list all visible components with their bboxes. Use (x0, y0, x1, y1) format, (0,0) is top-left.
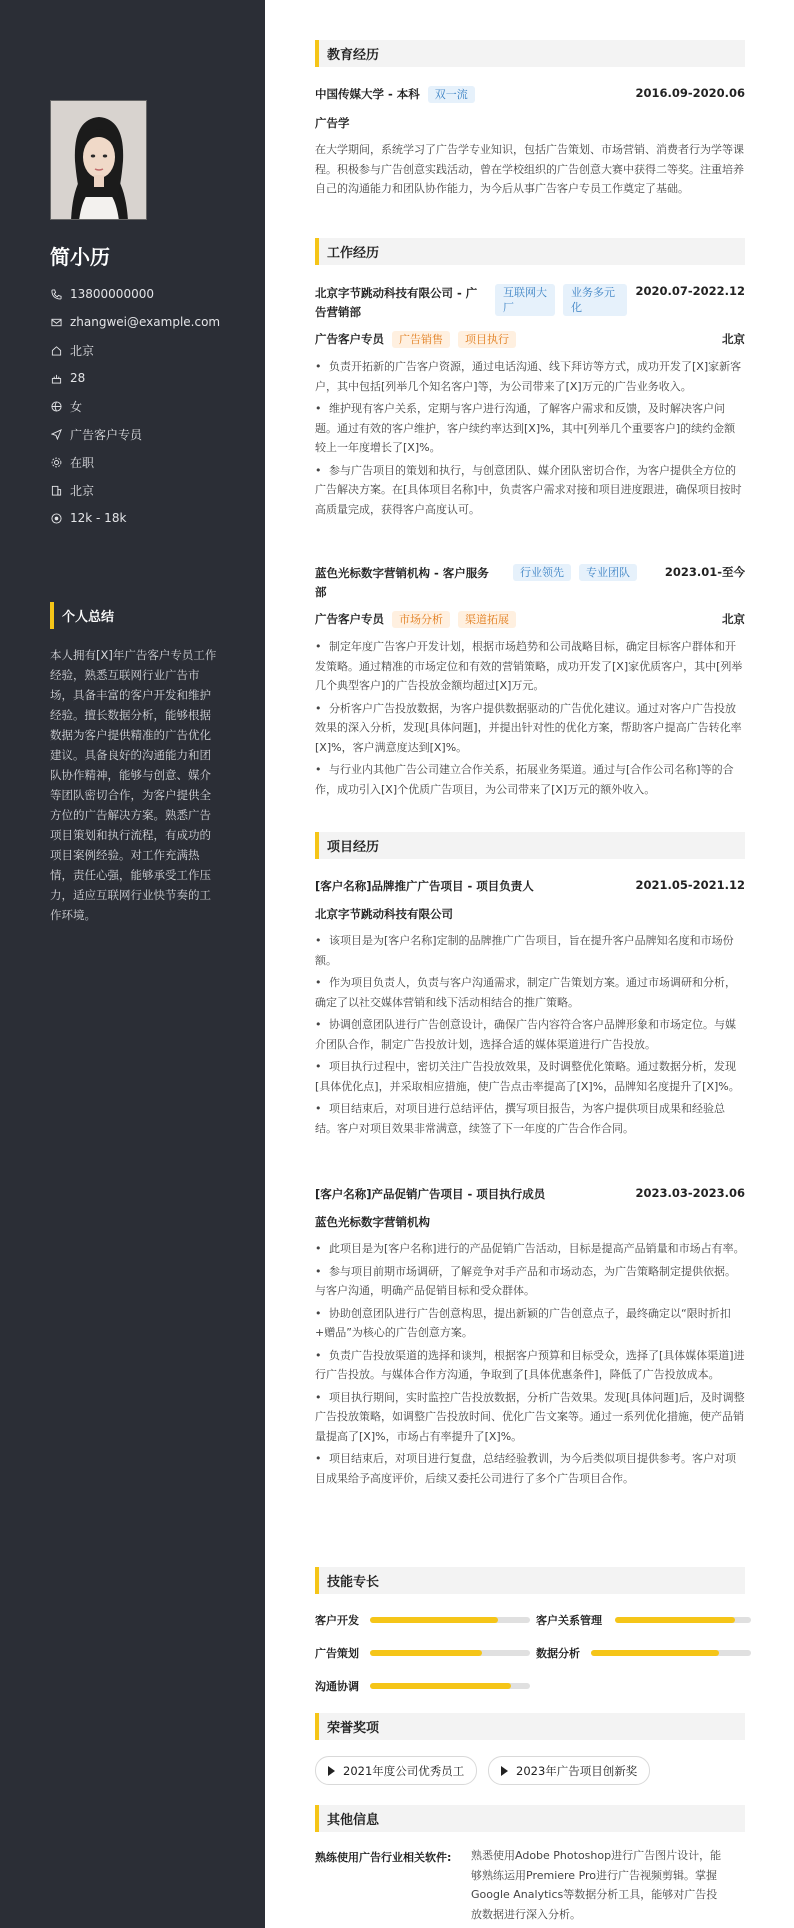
job-2-bullets (315, 637, 745, 802)
list-item: • 参与广告项目的策划和执行，与创意团队、媒介团队密切合作，为客户提供全方位的广告解决方案。在[具体项目名称]中，负责客户需求对接和项目进度跟进，确保项目按时高质量完成，获得客户高度认可。 (315, 463, 742, 516)
other-line: 放数据进行深入分析。 (471, 1907, 581, 1921)
avatar-portrait (51, 101, 147, 220)
skill-communication (315, 1678, 530, 1694)
skill-analysis (536, 1645, 751, 1661)
gear-icon (50, 456, 62, 468)
cake-icon (50, 372, 62, 384)
play-icon (328, 1766, 335, 1776)
work-heading: 工作经历 (315, 238, 745, 265)
education-heading: 教育经历 (315, 40, 745, 67)
job-2-tag-2: 专业团队 (579, 564, 637, 581)
skill-customer-dev (315, 1612, 530, 1628)
job-2-role-row (315, 611, 745, 628)
work-city-row (50, 476, 250, 504)
job-1-location: 北京 (722, 332, 745, 346)
phone-text: 13800000000 (70, 287, 154, 301)
job-2-location: 北京 (722, 612, 745, 626)
list-item: • 制定年度广告客户开发计划，根据市场趋势和公司战略目标，确定目标客户群体和开发策略。通过精准的市场定位和有效的营销策略，成功开发了[X]家优质客户，其中[列举几个典型客户]的广告投放金额均超过[X]万元。 (315, 640, 743, 692)
city-text: 北京 (70, 343, 95, 358)
email-row (50, 308, 250, 336)
list-item: • 此项目是为[客户名称]进行的产品促销广告活动，目标是提高产品销量和市场占有率。 (315, 1242, 745, 1255)
other-desc (471, 1846, 751, 1924)
project-2-header (315, 1186, 745, 1202)
project-1-date: 2021.05-2021.12 (635, 878, 745, 892)
summary-heading: 个人总结 (50, 602, 114, 629)
skill-bar-fill (615, 1617, 735, 1623)
other-label: 熟练使用广告行业相关软件: (315, 1851, 452, 1864)
phone-row (50, 280, 250, 308)
job-2-role: 广告客户专员 (315, 612, 384, 626)
major: 广告学 (315, 116, 350, 130)
job-1-role: 广告客户专员 (315, 332, 384, 346)
list-item: • 项目结束后，对项目进行总结评估，撰写项目报告，为客户提供项目成果和经验总结。客户对项目效果非常满意，续签了下一年度的广告合作合同。 (315, 1102, 725, 1135)
avatar (50, 100, 147, 220)
list-item: • 项目结束后，对项目进行复盘，总结经验教训，为今后类似项目提供参考。客户对项目成果给予高度评价，后续又委托公司进行了多个广告项目合作。 (315, 1452, 736, 1485)
job-2-role-tag-2: 渠道拓展 (458, 611, 516, 628)
school-name: 中国传媒大学 - 本科 (315, 87, 420, 101)
skill-bar (370, 1617, 530, 1623)
skill-label: 数据分析 (536, 1647, 580, 1660)
list-item: • 项目执行过程中，密切关注广告投放效果，及时调整优化策略。通过数据分析，发现[具体优化点]，并采取相应措施，使广告点击率提高了[X]%，品牌知名度提升了[X]%。 (315, 1060, 740, 1093)
education-row (315, 86, 745, 103)
other-line: Google Analytics等数据分析工具，能够对广告投 (471, 1888, 718, 1901)
play-icon (501, 1766, 508, 1776)
list-item: • 负责开拓新的广告客户资源，通过电话沟通、线下拜访等方式，成功开发了[X]家新客户，其中包括[列举几个知名客户]等，为公司带来了[X]万元的广告业务收入。 (315, 360, 742, 393)
job-text: 广告客户专员 (70, 427, 143, 442)
project-1-bullets (315, 931, 745, 1141)
job-2-header (315, 564, 745, 602)
list-item: • 项目执行期间，实时监控广告投放数据，分析广告效果。发现[具体问题]后，及时调整广告投放策略，如调整广告投放时间、优化广告文案等。通过一系列优化措施，使产品销量提高了[X]%，市场占有率提升了[X]%。 (315, 1390, 745, 1443)
job-2-company-line1: 蓝色光标数字营销机构 - 客户服务 (315, 566, 489, 580)
job-row (50, 420, 250, 448)
skill-planning (315, 1645, 530, 1661)
list-item: • 协助创意团队进行广告创意构思，提出新颖的广告创意点子，最终确定以“限时折扣+赠品”为核心的广告创意方案。 (315, 1306, 731, 1339)
project-2-date: 2023.03-2023.06 (635, 1186, 745, 1200)
skill-label: 客户开发 (315, 1614, 359, 1627)
mail-icon (50, 316, 62, 328)
work-city-text: 北京 (70, 483, 95, 498)
job-1-role-tag-1: 广告销售 (392, 331, 450, 348)
send-icon (50, 428, 62, 440)
salary-text: 12k - 18k (70, 511, 127, 525)
gender-text: 女 (70, 399, 83, 414)
home-icon (50, 344, 62, 356)
awards-heading: 荣誉奖项 (315, 1713, 745, 1740)
skill-bar-fill (591, 1650, 719, 1656)
status-row (50, 448, 250, 476)
project-1-name: [客户名称]品牌推广广告项目 - 项目负责人 (315, 879, 534, 893)
job-1-tag-1: 互联网大厂 (495, 284, 555, 316)
skill-label: 客户关系管理 (536, 1614, 602, 1627)
skill-bar-fill (370, 1650, 482, 1656)
age-text: 28 (70, 371, 86, 385)
summary-text: 本人拥有[X]年广告客户专员工作经验，熟悉互联网行业广告市场，具备丰富的客户开发和维护经验。擅长数据分析，能够根据数据为客户提供精准的广告优化建议。具备良好的沟通能力和团队协作精神，能够与创意、媒介等团队密切合作，为客户提供全方位的广告解决方案。熟悉广告项目策划和执行流程，有成功的项目案例经验。对工作充满热情，责任心强，能够承受工作压力，适应互联网行业快节奏的工作环境。 (50, 648, 217, 922)
job-1-role-row (315, 331, 745, 348)
skill-bar (591, 1650, 751, 1656)
job-1-bullets (315, 357, 745, 522)
list-item: • 协调创意团队进行广告创意设计，确保广告内容符合客户品牌形象和市场定位。与媒介团队合作，制定广告投放计划，选择合适的媒体渠道进行广告投放。 (315, 1018, 736, 1051)
sidebar (0, 0, 265, 1928)
job-1-tag-2: 业务多元化 (563, 284, 627, 316)
building-icon (50, 484, 62, 496)
list-item: • 负责广告投放渠道的选择和谈判，根据客户预算和目标受众，选择了[具体媒体渠道]进行广告投放。与媒体合作方沟通，争取到了[具体优惠条件]，降低了广告投放成本。 (315, 1348, 745, 1381)
job-1-company-line1: 北京字节跳动科技有限公司 - 广 (315, 286, 478, 300)
award-label: 2023年广告项目创新奖 (516, 1763, 638, 1778)
list-item: • 参与项目前期市场调研，了解竞争对手产品和市场动态，为广告策略制定提供依据。与客户沟通，明确产品促销目标和受众群体。 (315, 1264, 736, 1297)
skill-label: 广告策划 (315, 1647, 359, 1660)
education-desc: 在大学期间，系统学习了广告学专业知识，包括广告策划、市场营销、消费者行为学等课程。积极参与广告创意实践活动，曾在学校组织的广告创意大赛中获得二等奖。注重培养自己的沟通能力和团队协作能力，为今后从事广告客户专员工作奠定了基础。 (315, 143, 744, 195)
other-line: 够熟练运用Premiere Pro进行广告视频剪辑。掌握 (471, 1868, 718, 1882)
contact-info (50, 280, 250, 532)
coin-icon (50, 512, 62, 524)
other-line: 熟悉使用Adobe Photoshop进行广告图片设计，能 (471, 1849, 722, 1862)
city-row (50, 336, 250, 364)
skill-bar (370, 1683, 530, 1689)
skill-bar-fill (370, 1617, 498, 1623)
job-1-date: 2020.07-2022.12 (635, 284, 745, 298)
status-text: 在职 (70, 455, 95, 470)
job-2-date: 2023.01-至今 (664, 565, 745, 579)
school-tag: 双一流 (428, 86, 475, 103)
gender-row (50, 392, 250, 420)
award-1 (315, 1756, 477, 1785)
award-2 (488, 1756, 650, 1785)
age-row (50, 364, 250, 392)
project-2-org: 蓝色光标数字营销机构 (315, 1215, 430, 1229)
salary-row (50, 504, 250, 532)
skill-bar (615, 1617, 751, 1623)
skill-label: 沟通协调 (315, 1680, 359, 1693)
project-2-name: [客户名称]产品促销广告项目 - 项目执行成员 (315, 1187, 546, 1201)
other-heading: 其他信息 (315, 1805, 745, 1832)
skill-crm (536, 1612, 751, 1628)
list-item: • 与行业内其他广告公司建立合作关系，拓展业务渠道。通过与[合作公司名称]等的合作，成功引入[X]个优质广告项目，为公司带来了[X]万元的额外收入。 (315, 763, 734, 796)
email-text: zhangwei@example.com (70, 315, 221, 329)
list-item: • 作为项目负责人，负责与客户沟通需求，制定广告策划方案。通过市场调研和分析，确定了以社交媒体营销和线下活动相结合的推广策略。 (315, 976, 736, 1009)
skill-bar (370, 1650, 530, 1656)
list-item: • 该项目是为[客户名称]定制的品牌推广广告项目，旨在提升客户品牌知名度和市场份额。 (315, 934, 734, 967)
job-2-tag-1: 行业领先 (513, 564, 571, 581)
candidate-name: 简小历 (50, 245, 110, 269)
job-1-company-line2: 告营销部 (315, 305, 361, 319)
job-1-role-tag-2: 项目执行 (458, 331, 516, 348)
list-item: • 维护现有客户关系，定期与客户进行沟通，了解客户需求和反馈，及时解决客户问题。通过有效的客户维护，客户续约率达到[X]%，其中[列举几个重要客户]的续约金额较上一年度增长了[X]%。 (315, 402, 736, 454)
education-date: 2016.09-2020.06 (635, 86, 745, 100)
project-1-header (315, 878, 745, 894)
job-2-company-line2: 部 (315, 585, 327, 599)
award-label: 2021年度公司优秀员工 (343, 1763, 465, 1778)
job-1-header (315, 284, 745, 322)
list-item: • 分析客户广告投放数据，为客户提供数据驱动的广告优化建议。通过对客户广告投放效果的深入分析，发现[具体问题]，并提出针对性的优化方案，帮助客户提高广告转化率[X]%，客户满意度达到[X]%。 (315, 701, 742, 754)
project-1-org: 北京字节跳动科技有限公司 (315, 907, 453, 921)
job-2-role-tag-1: 市场分析 (392, 611, 450, 628)
phone-icon (50, 288, 62, 300)
skills-heading: 技能专长 (315, 1567, 745, 1594)
project-2-bullets (315, 1239, 745, 1491)
skill-bar-fill (370, 1683, 511, 1689)
user-icon (50, 400, 62, 412)
projects-heading: 项目经历 (315, 832, 745, 859)
